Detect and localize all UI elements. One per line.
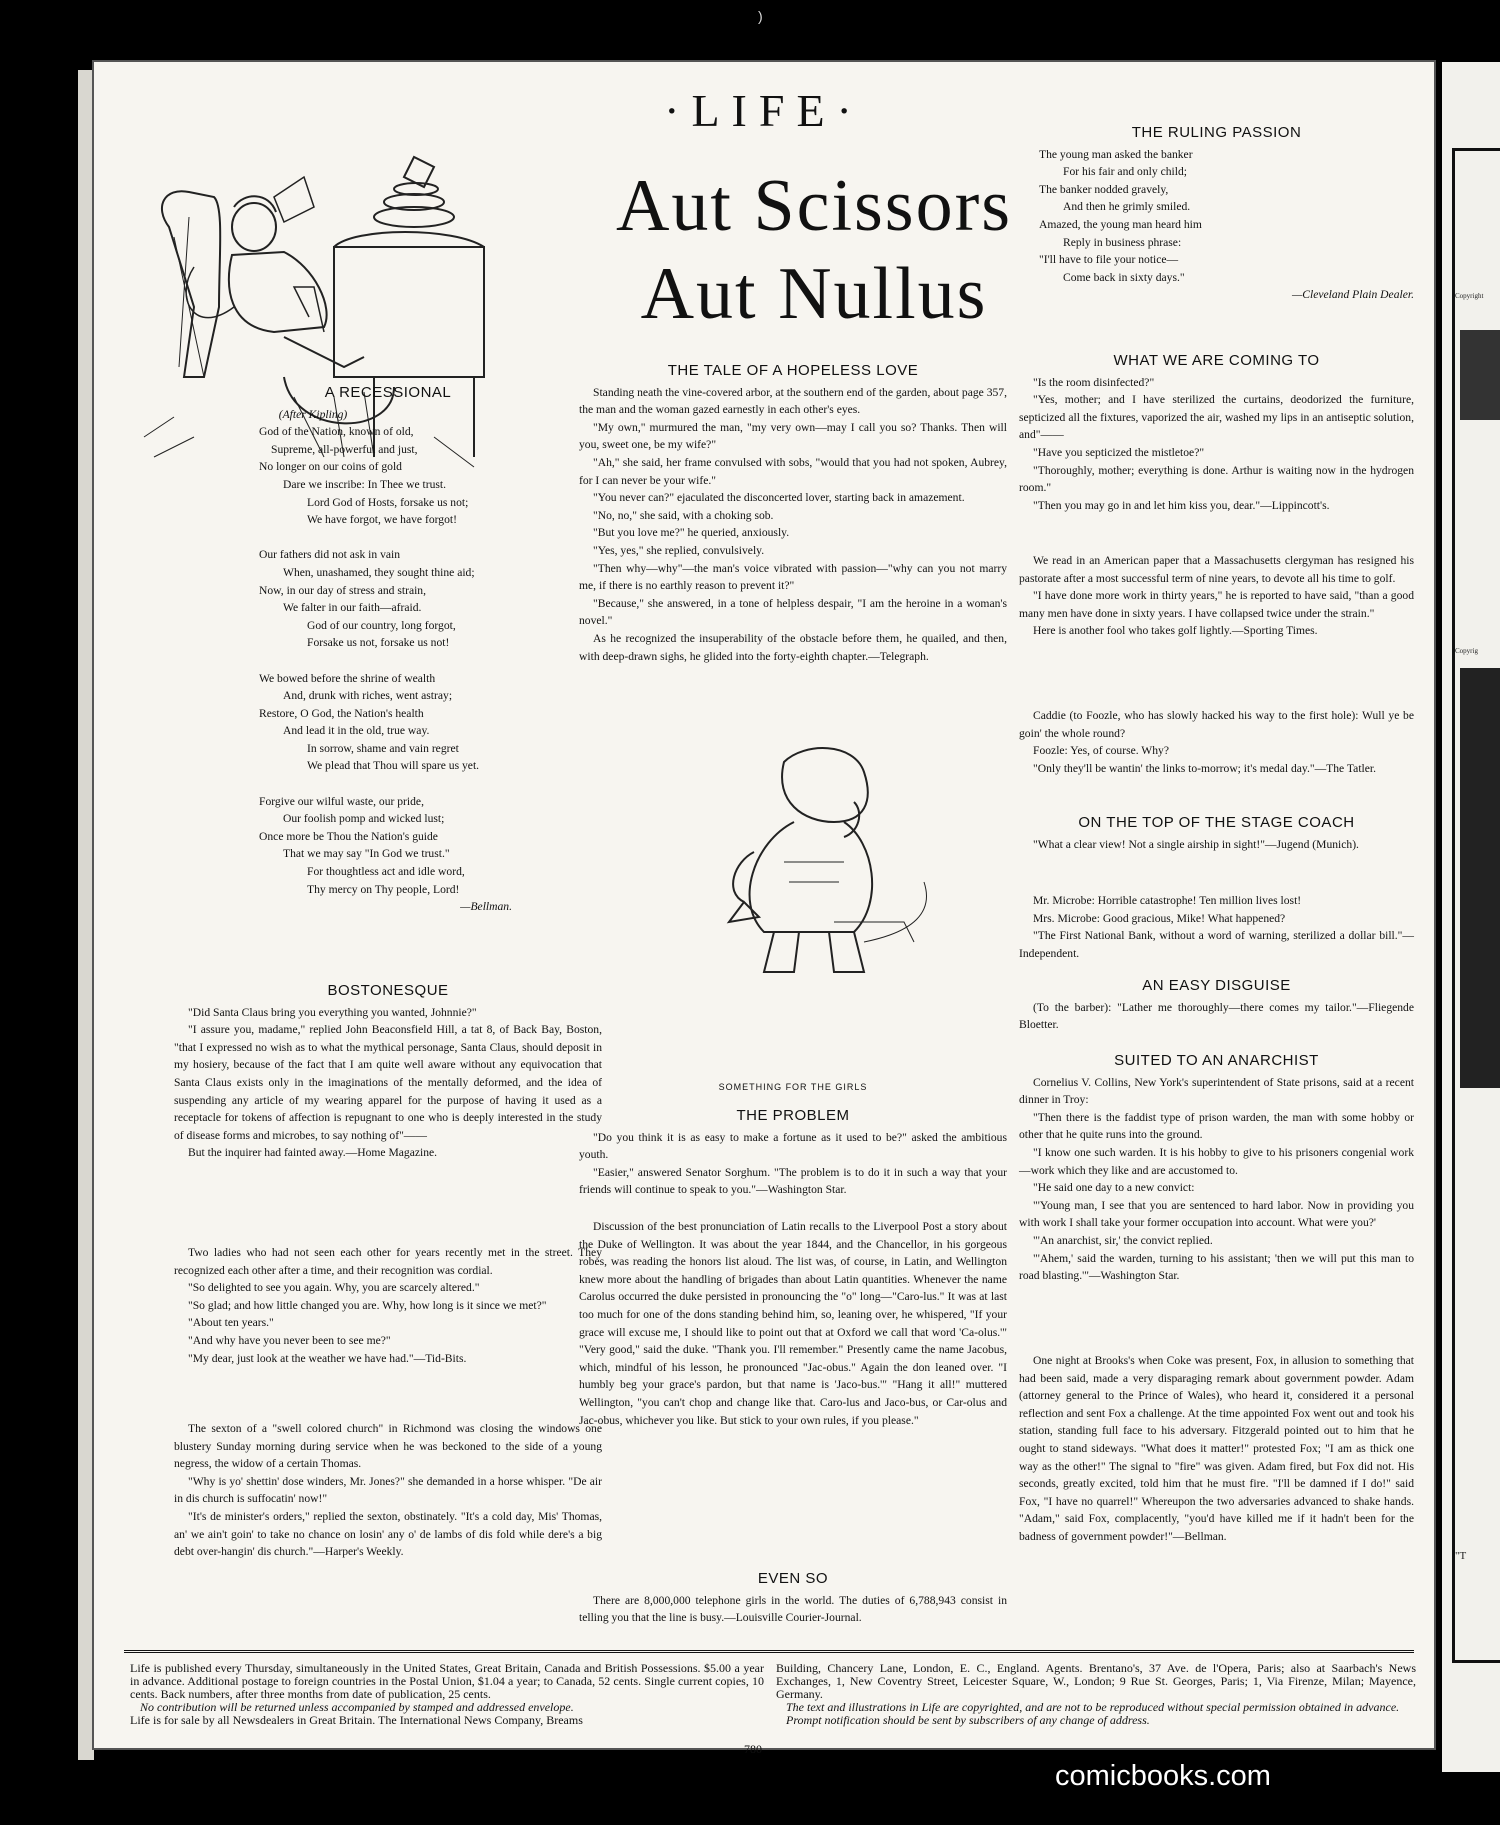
headline xyxy=(534,162,1094,338)
footer-right-text: Building, Chancery Lane, London, E. C., England. Agents. Brentano's, 37 Ave. de l'Opera, Paris; also at Saarbach's News Exchanges, 1, New Coventry Street, Leicester Square, W., London; 9 Rue St. Georges, Paris; 1, Via Firenze, Milan; Mayence, Germany. xyxy=(776,1661,1416,1701)
stage-coach-body xyxy=(1019,836,1414,854)
paragraph: "I have done more work in thirty years," he is reported to have said, "than a good many men have done in sixty years. I have collapsed twice under the strain." xyxy=(1019,589,1414,620)
bostonesque-title: BOSTONESQUE xyxy=(327,982,449,999)
paragraph: "I know one such warden. It is his hobby to give to his prisoners congenial work—work which they like and are accustomed to. xyxy=(1019,1145,1414,1177)
poem-line: When, unashamed, they sought thine aid; xyxy=(283,565,475,579)
ruling-passion-title: THE RULING PASSION xyxy=(1131,124,1302,141)
poem-line: Come back in sixty days." xyxy=(1063,270,1185,284)
watermark: comicbooks.com xyxy=(1055,1760,1271,1792)
ruling-passion-credit: —Cleveland Plain Dealer. xyxy=(1291,288,1414,302)
coming-to-title: WHAT WE ARE COMING TO xyxy=(1113,352,1320,369)
two-ladies-body xyxy=(174,1244,602,1367)
paragraph: "'Young man, I see that you are sentenced to hard labor. Now in providing you with work I shall take your former occupation into account. What were you?' xyxy=(1019,1198,1414,1230)
paragraph: "But you love me?" he queried, anxiously. xyxy=(593,526,790,540)
poem-line: No longer on our coins of gold xyxy=(259,460,402,474)
paragraph: As he recognized the insuperability of the obstacle before them, he quailed, and then, with deep-drawn sighs, he glided into the forty-eighth chapter.—Telegraph. xyxy=(579,631,1007,663)
poem-line xyxy=(259,652,602,670)
poem-line: And, drunk with riches, went astray; xyxy=(283,689,453,703)
paragraph: "I assure you, madame," replied John Beaconsfield Hill, a tat 8, of Back Bay, Boston, "that I expressed no wish as to what the mythical personage, Santa Claus, should deposit in my hosiery, because of the fact that I am quite well aware without any equivocation that Santa Claus exists only in the imaginations of the mentally deformed, and the idea of suspending any article of my wearing apparel for the purpose of having it used as a receptacle for tokens of affection is repugnant to one who is deeply interested in the study of disease forms and microbes, to say nothing of"—— xyxy=(174,1023,602,1142)
paragraph: One night at Brooks's when Coke was present, Fox, in allusion to something that had been said, made a very disparaging remark about government powder. Adam (attorney general to the Prince of Wales), who heard it, considered it a personal reflection and sent Fox a challenge. At the time appointed Fox went out and took his station, standing full face to his adversary. Fitzgerald pointed out to him that he ought to stand sideways. "What does it matter!" protested Fox; "I am as thick one way as the other!" The signal to "fire" was given. Adam fired, but Fox did not. His seconds, greatly excited, told him that he must fire. "I'll be damned if I do!" said Fox, "I have no quarrel!" Whereupon the two adversaries advanced to shake hands. "Adam," said Fox, complacently, "you'd have killed me if it hadn't been for the badness of government powder!"—Bellman. xyxy=(1019,1354,1414,1543)
paragraph: "The First National Bank, without a word of warning, sterilized a dollar bill."—Independent. xyxy=(1019,929,1414,960)
footer-right-last: Prompt notification should be sent by subscribers of any change of address. xyxy=(786,1713,1150,1727)
wellington-body xyxy=(579,1218,1007,1429)
paragraph: "Then why—why"—the man's voice vibrated with passion—"why can you not marry me, if there is no earthly reason to prevent it?" xyxy=(579,561,1007,593)
microbe-article xyxy=(1019,892,1414,962)
problem-body xyxy=(579,1129,1007,1199)
caddie-body xyxy=(1019,707,1414,777)
sexton-article xyxy=(174,1420,602,1561)
paragraph: "Then there is the faddist type of prison warden, the man with some hobby or other that he quite runs into the ground. xyxy=(1019,1110,1414,1142)
paragraph: "You never can?" ejaculated the disconcerted lover, starting back in amazement. xyxy=(593,491,965,505)
poem-line: The banker nodded gravely, xyxy=(1039,182,1169,196)
bostonesque-article xyxy=(174,982,602,1162)
top-mark: ) xyxy=(758,8,763,24)
masthead: ·LIFE· xyxy=(664,85,864,136)
poem-line: "I'll have to file your notice— xyxy=(1039,253,1179,267)
poem-line: Lord God of Hosts, forsake us not; xyxy=(307,495,469,509)
poem-line xyxy=(259,529,602,547)
poem-line: Once more be Thou the Nation's guide xyxy=(259,829,438,843)
adjacent-copyright-2: Copyrig xyxy=(1455,647,1478,655)
paragraph: "Have you septicized the mistletoe?" xyxy=(1033,445,1205,459)
poem-line: Supreme, all-powerful and just, xyxy=(271,442,418,456)
paragraph: "It's de minister's orders," replied the sexton, obstinately. "It's a cold day, Mis' Thomas, an' we ain't goin' to take no chance on losin' any o' de lambs of dis fold while dere's a big debt over-hangin' dis church."—Harper's Weekly. xyxy=(174,1509,602,1559)
footer-left xyxy=(130,1662,764,1727)
paragraph: (To the barber): "Lather me thoroughly—there comes my tailor."—Fliegende Bloetter. xyxy=(1019,1000,1414,1032)
poem-line: We falter in our faith—afraid. xyxy=(283,601,422,615)
poem-line: That we may say "In God we trust." xyxy=(283,847,450,861)
poem-line: Thy mercy on Thy people, Lord! xyxy=(307,882,460,896)
poem-line: Amazed, the young man heard him xyxy=(1039,217,1202,231)
microbe-body xyxy=(1019,892,1414,962)
anarchist-body xyxy=(1019,1074,1414,1285)
fox-body xyxy=(1019,1352,1414,1546)
paragraph: Here is another fool who takes golf lightly.—Sporting Times. xyxy=(1033,624,1318,638)
recessional-poem xyxy=(259,423,602,898)
paragraph: "Did Santa Claus bring you everything you wanted, Johnnie?" xyxy=(188,1005,477,1019)
poem-line: The young man asked the banker xyxy=(1039,147,1193,161)
magazine-page xyxy=(92,60,1436,1756)
anarchist-title: SUITED TO AN ANARCHIST xyxy=(1114,1052,1319,1069)
adjacent-image-2 xyxy=(1460,668,1500,1088)
paragraph: "Only they'll be wantin' the links to-morrow; it's medal day."—The Tatler. xyxy=(1033,761,1377,775)
paragraph: There are 8,000,000 telephone girls in the world. The duties of 6,788,943 consist in telling you that the line is busy.—Louisville Courier-Journal. xyxy=(579,1593,1007,1625)
paragraph: "Thoroughly, mother; everything is done. Arthur is waiting now in the hydrogen room." xyxy=(1019,463,1414,495)
poem-line: We have forgot, we have forgot! xyxy=(307,513,457,527)
coming-to-article xyxy=(1019,352,1414,514)
poem-line: We bowed before the shrine of wealth xyxy=(259,671,436,685)
paragraph: "Because," she answered, in a tone of helpless despair, "I am the heroine in a woman's novel." xyxy=(579,596,1007,628)
poem-line: Now, in our day of stress and strain, xyxy=(259,583,427,597)
figure-caption: SOMETHING FOR THE GIRLS xyxy=(718,1082,868,1092)
two-ladies-article xyxy=(174,1244,602,1367)
disguise-article xyxy=(1019,977,1414,1034)
poem-line: We plead that Thou will spare us yet. xyxy=(307,759,480,773)
poem-line: And then he grimly smiled. xyxy=(1063,200,1191,214)
hopeless-love-body xyxy=(579,384,1007,666)
adjacent-image-1 xyxy=(1460,330,1500,420)
paragraph: Mrs. Microbe: Good gracious, Mike! What happened? xyxy=(1033,911,1286,925)
even-so-title: EVEN SO xyxy=(757,1570,829,1587)
paragraph: "'An anarchist, sir,' the convict replied. xyxy=(1033,1233,1213,1247)
paragraph: "Yes, yes," she replied, convulsively. xyxy=(593,543,765,557)
footer-left-note: No contribution will be returned unless accompanied by stamped and addressed envelope. xyxy=(140,1700,574,1714)
paragraph: "So glad; and how little changed you are. Why, how long is it since we met?" xyxy=(188,1298,547,1312)
ruling-passion-poem xyxy=(1039,146,1414,287)
paragraph: "Easier," answered Senator Sorghum. "The problem is to do it in such a way that your friends will continue to speak to you."—Washington Star. xyxy=(579,1165,1007,1197)
wellington-article xyxy=(579,1218,1007,1429)
poem-line: Our fathers did not ask in vain xyxy=(259,548,401,562)
hopeless-love-title: THE TALE OF A HOPELESS LOVE xyxy=(667,362,919,379)
paragraph: "Is the room disinfected?" xyxy=(1033,375,1155,389)
clergyman-body xyxy=(1019,552,1414,640)
poem-line: Restore, O God, the Nation's health xyxy=(259,706,424,720)
problem-article xyxy=(579,1107,1007,1199)
headline-line-1: Aut Scissors xyxy=(615,165,1013,247)
recessional-credit: —Bellman. xyxy=(460,900,512,914)
ruling-passion-article xyxy=(1019,124,1414,304)
even-so-article xyxy=(579,1570,1007,1627)
footer-right-note: The text and illustrations in Life are copyrighted, and are not to be reproduced without special permission obtained in advance. xyxy=(786,1700,1400,1714)
paragraph: "About ten years." xyxy=(188,1316,274,1330)
footer-right xyxy=(776,1662,1416,1727)
poem-line xyxy=(259,775,602,793)
anarchist-article xyxy=(1019,1052,1414,1285)
page-number: 780 xyxy=(744,1742,762,1756)
adjacent-copyright-1: Copyright xyxy=(1455,292,1484,300)
fox-article xyxy=(1019,1352,1414,1546)
paragraph: We read in an American paper that a Massachusetts clergyman has resigned his pastorate after a most successful term of nine years, to devote all his time to golf. xyxy=(1019,554,1414,585)
recessional-subtitle: (After Kipling) xyxy=(278,407,348,421)
poem-line: Forsake us not, forsake us not! xyxy=(307,636,450,650)
poem-line: God of our country, long forgot, xyxy=(307,618,456,632)
paragraph: "Yes, mother; and I have sterilized the curtains, deodorized the furniture, septicized all the fixtures, vaporized the air, washed my lips in an antiseptic solution, and"—— xyxy=(1019,393,1414,442)
poem-line: God of the Nation, known of old, xyxy=(259,425,414,439)
sexton-body xyxy=(174,1420,602,1561)
paragraph: "My own," murmured the man, "my very own—may I call you so? Thanks. Then will you, sweet one, be my wife?" xyxy=(579,420,1007,452)
caddie-article xyxy=(1019,707,1414,777)
paragraph: But the inquirer had fainted away.—Home Magazine. xyxy=(188,1146,438,1160)
paragraph: The sexton of a "swell colored church" in Richmond was closing the windows one blustery Sunday morning during service when he was beckoned to the side of a young negress, the widow of a certain Thomas. xyxy=(174,1422,602,1471)
paragraph: "He said one day to a new convict: xyxy=(1033,1181,1195,1195)
disguise-title: AN EASY DISGUISE xyxy=(1142,977,1291,994)
poem-line: Dare we inscribe: In Thee we trust. xyxy=(283,477,447,491)
paragraph: "What a clear view! Not a single airship in sight!"—Jugend (Munich). xyxy=(1033,837,1359,851)
paragraph: "Ah," she said, her frame convulsed with sobs, "would that you had not spoken, Aubrey, for I can never be your wife." xyxy=(579,455,1007,487)
poem-line: For his fair and only child; xyxy=(1063,165,1187,179)
paragraph: "Why is yo' shettin' dose winders, Mr. Jones?" she demanded in a horse whisper. "De air in dis church is suffocatin' now!" xyxy=(174,1474,602,1506)
problem-title: THE PROBLEM xyxy=(736,1107,850,1124)
poem-line: And lead it in the old, true way. xyxy=(283,724,430,738)
footer-left-last: Life is for sale by all Newsdealers in Great Britain. The International News Company, Breams xyxy=(130,1713,583,1727)
paragraph: Foozle: Yes, of course. Why? xyxy=(1033,744,1169,758)
recessional-title: A RECESSIONAL xyxy=(324,384,452,401)
poem-line: For thoughtless act and idle word, xyxy=(307,865,465,879)
paragraph: "'Ahem,' said the warden, turning to his assistant; 'then we will put this man to road blasting.'"—Washington Star. xyxy=(1019,1251,1414,1283)
hopeless-love-article xyxy=(579,362,1007,665)
adjacent-quote: "T xyxy=(1455,1550,1467,1562)
poem-line: Our foolish pomp and wicked lust; xyxy=(283,812,445,826)
clergyman-article xyxy=(1019,552,1414,640)
bostonesque-body xyxy=(174,1004,602,1162)
disguise-body xyxy=(1019,999,1414,1034)
paragraph: Mr. Microbe: Horrible catastrophe! Ten million lives lost! xyxy=(1033,894,1302,907)
hooded-figure-illustration xyxy=(714,742,944,982)
recessional-article xyxy=(174,384,602,916)
poem-line: Forgive our wilful waste, our pride, xyxy=(259,794,424,808)
even-so-body xyxy=(579,1592,1007,1627)
paragraph: "No, no," she said, with a choking sob. xyxy=(593,508,774,522)
paragraph: Caddie (to Foozle, who has slowly hacked his way to the first hole): Wull ye be goin' the whole round? xyxy=(1019,709,1414,740)
poem-line: Reply in business phrase: xyxy=(1063,235,1182,249)
paragraph: Standing neath the vine-covered arbor, at the southern end of the garden, about page 357, the man and the woman gazed earnestly in each other's eyes. xyxy=(579,385,1007,417)
paragraph: "And why have you never been to see me?" xyxy=(188,1333,391,1347)
paragraph: Discussion of the best pronunciation of Latin recalls to the Liverpool Post a story about the Duke of Wellington. It was about the year 1844, and the Chancellor, in his gorgeous robes, was reading the honors list aloud. The list was, of course, in Latin, and Wellington knew more about the handling of brigades than about Latin quantities. Whenever the name Carolus occurred the duke persisted in pronouncing the "o" long—"Caro-lus." It was at last too much for one of the dons standing behind him, so, leaning over, he whispered, "If your grace will excuse me, I should like to point out that at Oxford we call that word 'Ca-olus.'" "Very good," said the duke. "Thank you. I'll remember." Presently came the name Jacobus, which, mindful of his lesson, he pronounced "Jac-obus." Again the don leaned over. "I humbly beg your grace's pardon, but that name is 'Jaco-bus.'" "Hang it all!" muttered Wellington, "you can't chop and change like that. Caro-lus and Jaco-bus, or Car-olus and Jac-obus, whichever you like. But stick to your own rules, if you please." xyxy=(579,1220,1007,1427)
footer-left-text: Life is published every Thursday, simultaneously in the United States, Great Britain, Canada and British Possessions. $5.00 a year in advance. Additional postage to foreign countries in the Postal Union, $1.04 a year; to Canada, 52 cents. Single current copies, 10 cents. Back numbers, after three months from date of publication, 25 cents. xyxy=(130,1661,764,1701)
stage-coach-title: ON THE TOP OF THE STAGE COACH xyxy=(1078,814,1355,831)
paragraph: "Then you may go in and let him kiss you, dear."—Lippincott's. xyxy=(1033,498,1330,512)
coming-to-body xyxy=(1019,374,1414,515)
poem-line: In sorrow, shame and vain regret xyxy=(307,741,459,755)
footer-rule xyxy=(124,1650,1414,1653)
paragraph: "My dear, just look at the weather we have had."—Tid-Bits. xyxy=(188,1351,467,1365)
paragraph: "So delighted to see you again. Why, you are scarcely altered." xyxy=(188,1281,480,1295)
paragraph: Cornelius V. Collins, New York's superintendent of State prisons, said at a recent dinner in Troy: xyxy=(1019,1075,1414,1107)
stage-coach-article xyxy=(1019,814,1414,853)
paragraph: "Do you think it is as easy to make a fortune as it used to be?" asked the ambitious youth. xyxy=(579,1130,1007,1162)
paragraph: Two ladies who had not seen each other for years recently met in the street. They recognized each other after a time, and their recognition was cordial. xyxy=(174,1246,602,1277)
headline-line-2: Aut Nullus xyxy=(640,253,988,335)
